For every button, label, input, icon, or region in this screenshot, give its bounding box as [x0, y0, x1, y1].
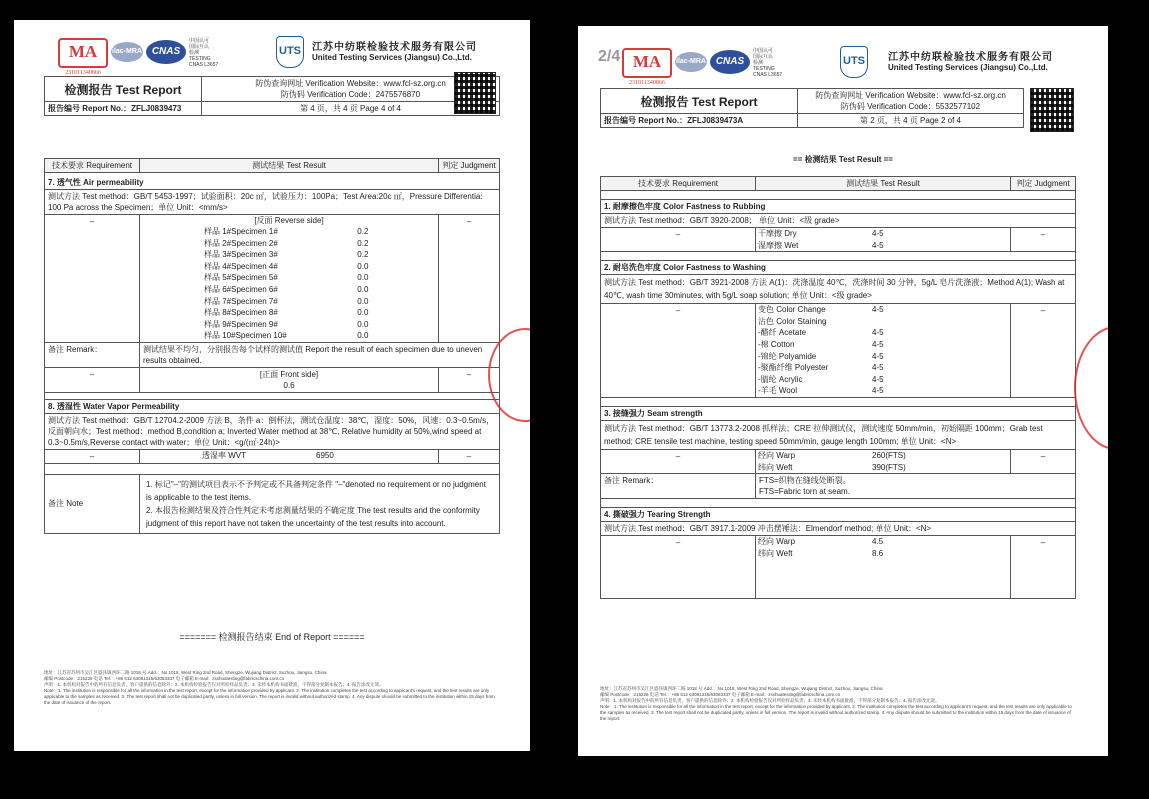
result-row: -棉 Cotton 4-5: [758, 339, 884, 349]
test-method: 测试方法 Test method：GB/T 3920-2008； 单位 Unit：<级 grade>: [601, 214, 1076, 228]
col-judgment: 判定 Judgment: [1011, 177, 1076, 191]
result-row: 干摩擦 Dry 4-5: [758, 229, 884, 238]
specimen-row: 样品 7#Specimen 7# 0.0: [204, 296, 369, 306]
requirement-value: –: [45, 215, 140, 343]
uts-logo-icon: UTS: [840, 46, 868, 78]
result-row: -腈纶 Acrylic 4-5: [758, 374, 884, 384]
section-title: 7. 透气性 Air permeability: [45, 173, 500, 190]
result-row: -锦纶 Polyamide 4-5: [758, 351, 884, 361]
specimen-row: 样品 3#Specimen 3# 0.2: [204, 250, 369, 260]
note-item: 2. 本报告检测结果及符合性判定未考虑测量结果的不确定度 The test results and the conformity judgment of this report have not taken the uncertainty of the test results into account.: [146, 505, 480, 528]
result-row: 湿摩擦 Wet 4-5: [758, 240, 884, 250]
specimen-row: 样品 1#Specimen 1# 0.2: [204, 227, 369, 236]
cma-logo-icon: MA 231011340866: [58, 38, 108, 68]
wvt-label: 透湿率 WVT: [202, 450, 246, 460]
wvt-row: [140, 450, 438, 462]
judgment-value: –: [439, 367, 500, 392]
remark-text: 测试结果不均匀，分别报告每个试样的测试值 Report the result of each specimen due to uneven results obtained.: [140, 342, 500, 367]
section-title: 2. 耐皂洗色牢度 Color Fastness to Washing: [601, 261, 1076, 275]
col-result: 测试结果 Test Result: [756, 177, 1011, 191]
page-indicator: 第 4 页，共 4 页 Page 4 of 4: [202, 102, 500, 116]
col-requirement: 技术要求 Requirement: [601, 177, 756, 191]
judgment-value: –: [1011, 449, 1076, 473]
company-name-cn: 江苏中纺联检验技术服务有限公司: [312, 42, 477, 53]
report-number: 报告编号 Report No.：ZFLJ0839473: [45, 102, 202, 116]
report-number: 报告编号 Report No.：ZFLJ0839473A: [601, 114, 798, 128]
specimen-row: 样品 5#Specimen 5# 0.0: [204, 273, 369, 283]
result-row: -聚酯纤维 Polyester 4-5: [758, 363, 884, 373]
result-list: [756, 450, 936, 473]
requirement-value: –: [601, 228, 756, 252]
report-header: [14, 32, 530, 76]
remark-text: FTS=Fabric torn at seam.: [759, 487, 850, 497]
end-of-report: ======= 检测报告结束 End of Report ======: [179, 632, 365, 642]
note-item: 1. 标记"–"的测试项目表示不予判定或不具备判定条件 "–"denoted no requirement or no judgment is applicable to the test items.: [146, 479, 486, 502]
cnas-sub-text: 中国认可 国际互认 检测 TESTING CNAS L3657: [753, 48, 783, 78]
company-name-en: United Testing Services (Jiangsu) Co.,Ltd.: [888, 63, 1048, 72]
report-info-table: [600, 88, 1024, 128]
col-judgment: 判定 Judgment: [439, 159, 500, 173]
judgment-value: –: [1011, 228, 1076, 252]
verification-info: 防伪查询网址 Verification Website：www.fcl-sz.org.cn 防伪码 Verification Code：2475576870: [202, 77, 500, 102]
section-title: 4. 撕破强力 Tearing Strength: [601, 508, 1076, 522]
result-row: 纬向 Weft 8.6: [758, 548, 884, 558]
ilac-mra-logo-icon: ilac-MRA: [111, 42, 143, 62]
specimen-row: 样品 9#Specimen 9# 0.0: [204, 319, 369, 329]
section-title: 8. 透湿性 Water Vapor Permeability: [45, 399, 500, 413]
section-title: 3. 接缝强力 Seam strength: [601, 406, 1076, 420]
footer: 地址：江苏省苏州市吴江区盛泽镇西环二路 1018 号 Add.：No.1018, West Ring 2nd Road, Shengze, Wujiang District, Suzhou, Jiangsu, China 邮编 Postcode：215228 电话 Tel.：+86 512 63081315/63083337 电子邮箱 E-mail：zsshuatesting@fabricschina.com.cn 声明：1. 本机构对报告中的所有信息负责，客户提供的信息除外；2. 本机构检验报告仅对所检样品负责；3. 未经本机构书面批准，不得部分复制本报告；4. 报告涂改无效。 Note：1. The institution is responsible for all the information in the test report, except for the information provided by applicant. 2. The institution completes the test according to applicant's request, and the test results are only applicable to the samples as received. 3. The test report shall not be duplicated partly, unless in full version. The report is invalid without authorized stamp. 4. Any dispute should be submitted to the institution within 15 days from the date of issuance of the report.: [44, 670, 495, 705]
specimen-row: 样品 8#Specimen 8# 0.0: [204, 308, 369, 318]
cnas-sub-text: 中国认可 国际互认 检测 TESTING CNAS L3657: [189, 38, 219, 68]
note-label: 备注 Note: [45, 474, 140, 533]
page-corner-number: 2/4: [598, 48, 621, 65]
company-stamp-icon: [1074, 326, 1108, 450]
cma-logo-icon: MA 231011340866: [622, 48, 672, 78]
result-row: -羊毛 Wool 4-5: [758, 386, 884, 396]
report-title: 检测报告 Test Report: [45, 77, 202, 102]
result-row: 纬向 Weft 390(FTS): [758, 462, 906, 472]
report-title: 检测报告 Test Report: [601, 89, 798, 114]
cnas-logo-icon: CNAS: [146, 40, 186, 64]
page-indicator: 第 2 页，共 4 页 Page 2 of 4: [798, 114, 1024, 128]
test-method: 测试方法 Test method：GB/T 3917.1-2009 冲击摆锤法：Elmendorf method; 单位 Unit：<N>: [601, 522, 1076, 536]
judgment-value: –: [439, 449, 500, 463]
specimen-row: 样品 2#Specimen 2# 0.2: [204, 238, 369, 248]
section-title: 1. 耐摩擦色牢度 Color Fastness to Rubbing: [601, 200, 1076, 214]
result-row: 经向 Warp 260(FTS): [758, 450, 906, 460]
specimen-row: 样品 6#Specimen 6# 0.0: [204, 284, 369, 294]
qr-code-icon[interactable]: [1030, 88, 1074, 132]
results-header: == 检测结果 Test Result ==: [793, 155, 893, 164]
result-row: -醋纤 Acetate 4-5: [758, 328, 884, 338]
result-list: [756, 304, 936, 397]
result-row: 经向 Warp 4.5: [758, 537, 884, 547]
results-table: [44, 158, 500, 534]
remark-label: 备注 Remark：: [45, 342, 140, 367]
uts-logo-icon: UTS: [276, 36, 304, 68]
test-method: 测试方法 Test method：GB/T 12704.2-2009 方法 B，条件 a：倒杯法，测试仓温度：38℃，湿度：50%，风速：0.3~0.5m/s，反面朝向水；Test method：method B,condition a; Inverted Water method at 38℃, Relative humidity at 50%,wind speed at 0.3~0.5m/s,Reverse contact with water；单位 Unit：<g/(㎡·24h)>: [45, 413, 500, 449]
remark-text: FTS=织物在缝线处断裂。: [759, 476, 851, 486]
ilac-mra-logo-icon: ilac-MRA: [675, 52, 707, 72]
qr-code-icon[interactable]: [454, 72, 496, 114]
company-name-cn: 江苏中纺联检验技术服务有限公司: [888, 52, 1053, 63]
col-requirement: 技术要求 Requirement: [45, 159, 140, 173]
col-result: 测试结果 Test Result: [140, 159, 439, 173]
results-table: [600, 176, 1076, 599]
side-label: [正面 Front side]: [259, 369, 319, 379]
report-page-2: [578, 26, 1108, 756]
specimen-row: 样品 4#Specimen 4# 0.0: [204, 261, 369, 271]
requirement-value: –: [601, 536, 756, 599]
remark-label: 备注 Remark：: [601, 474, 756, 499]
report-header: [578, 42, 1108, 86]
requirement-value: –: [601, 449, 756, 473]
judgment-value: –: [1011, 304, 1076, 398]
company-name-en: United Testing Services (Jiangsu) Co.,Ltd.: [312, 53, 472, 62]
front-value: 0.6: [283, 380, 295, 390]
test-method: 测试方法 Test method：GB/T 3921-2008 方法 A(1)：洗涤温度 40℃，洗涤时间 30 分钟，5g/L 皂片洗涤液；Method A(1); Wash at 40℃, wash time 30minutes, with 5g/L soap solution; 单位 Unit：<级 grade>: [601, 275, 1076, 304]
judgment-value: –: [439, 215, 500, 343]
requirement-value: –: [45, 449, 140, 463]
verification-info: 防伪查询网址 Verification Website：www.fcl-sz.org.cn 防伪码 Verification Code：5532577102: [798, 89, 1024, 114]
side-label: [反面 Reverse side]: [254, 216, 324, 225]
result-list: [756, 536, 936, 559]
result-row: 变色 Color Change 4-5: [758, 305, 884, 315]
test-method: 测试方法 Test method：GB/T 13773.2-2008 抓样法；CRE 拉伸测试仪，测试速度 50mm/min，初始隔距 100mm；Grab test method; CRE tensile test machine, testing speed 50mm/min, gauge length 100mm; 单位 Unit：<N>: [601, 420, 1076, 449]
cnas-logo-icon: CNAS: [710, 50, 750, 74]
wvt-value: 6950: [316, 450, 334, 460]
specimen-row: 样品 10#Specimen 10# 0.0: [204, 331, 369, 341]
footer: 地址：江苏省苏州市吴江区盛泽镇西环二路 1018 号 Add.：No.1018, West Ring 2nd Road, Shengze, Wujiang District, Suzhou, Jiangsu, China 邮编 Postcode：215228 电话 Tel.：+86 512 63081315/63083337 电子邮箱 E-mail：zsshuatesting@fabricschina.com.cn 声明：1. 本机构对报告中的所有信息负责，客户提供的信息除外；2. 本机构检验报告仅对所检样品负责；3. 未经本机构书面批准，不得部分复制本报告；4. 报告涂改无效。 Note：1. The institution is responsible for all the information in the test report, except for the information provided by applicant. 2. The institution completes the test according to applicant's request, and the test results are only applicable to the samples as received. 3. The test report shall not be duplicated partly, unless in full version. The report is invalid without authorized stamp. 4. Any dispute should be submitted to the institution within 15 days from the date of issuance of the report.: [600, 686, 1072, 721]
requirement-value: –: [45, 367, 140, 392]
report-info-table: [44, 76, 500, 116]
requirement-value: –: [601, 304, 756, 398]
result-list: [756, 228, 936, 251]
result-row: 沾色 Color Staining: [758, 316, 827, 326]
report-page-4: [14, 20, 530, 751]
specimen-list: [202, 226, 382, 342]
test-method: 测试方法 Test method：GB/T 5453-1997；试验面积：20c ㎡，试验压力：100Pa；Test Area:20c ㎡，Pressure Differentia: 100 Pa across the Specimen；单位 Unit：<mm/s>: [45, 190, 500, 215]
judgment-value: –: [1011, 536, 1076, 599]
